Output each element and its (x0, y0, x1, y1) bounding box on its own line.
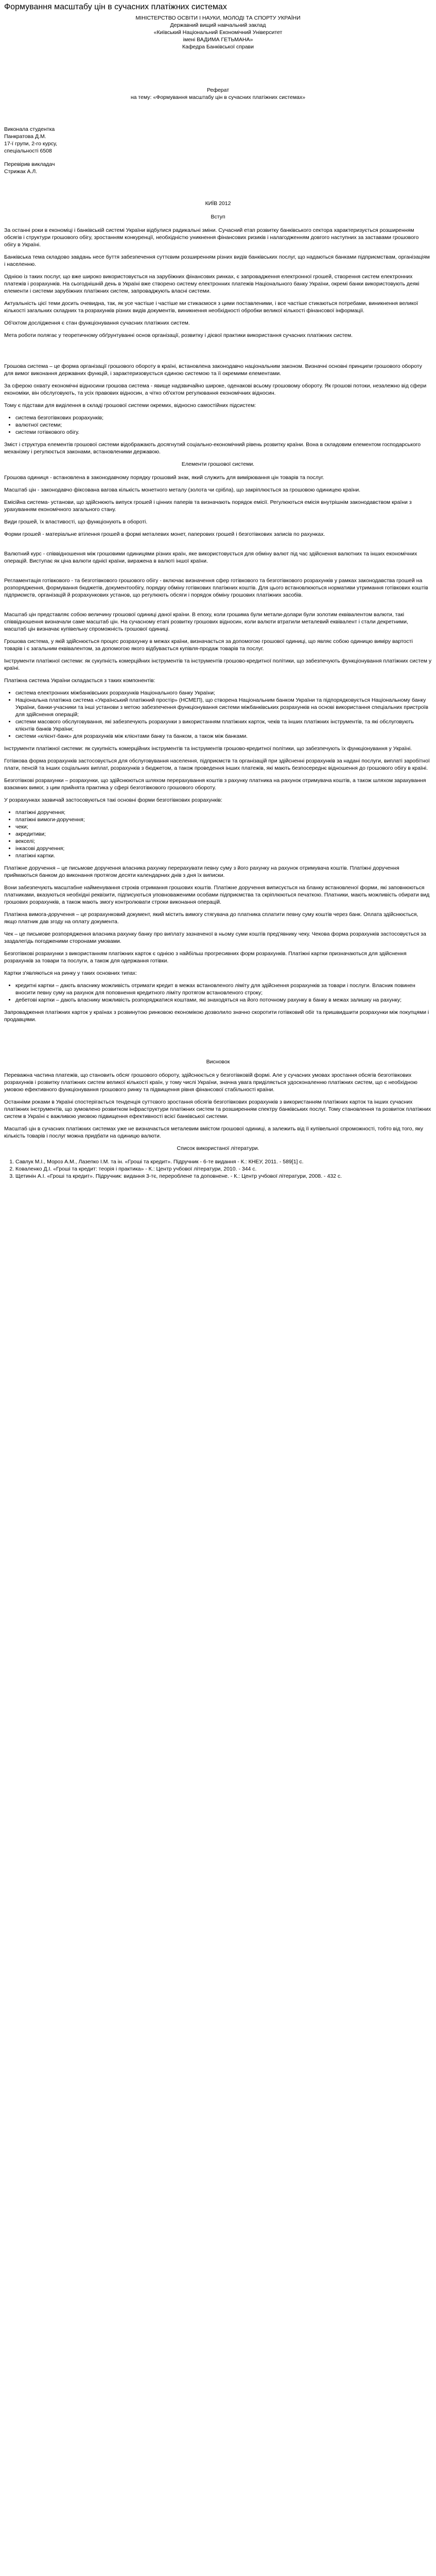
paragraph: Безготівкові розрахунки – розрахунки, що здійснюються шляхом перерахування коштів з рахунку платника на рахунок отримувача коштів, а також шляхом зарахування взаємних вимог, з цим прийнята практика у сфері безготівкового грошового обороту. (4, 777, 426, 791)
document-title: Формування масштабу цін в сучасних платіжних системах (4, 3, 227, 11)
author-line: Панкратова Д.М. (4, 133, 46, 140)
paragraph: Безготівкові розрахунки з використанням платіжних карток є однією з найбільш прогресивних форм розрахунків. Платіжні картки призначаються для здійснення розрахунків за товари та послуги, а також для одержання готівки. (4, 951, 407, 964)
list-item: • система безготівкових розрахунків; (15, 414, 432, 421)
author-block (4, 126, 432, 155)
paragraph: Платіжна система України складається з таких компонентів: (4, 677, 155, 684)
checker-line: Перевірив викладач (4, 161, 55, 167)
city-year: КИЇВ 2012 (205, 200, 231, 207)
list-item: • векселі; (15, 838, 432, 845)
paragraph: Картки з'являються на ринку у таких основних типах: (4, 970, 137, 976)
paragraph: За сферою охвату економічні відносини грошова система - явище надзвичайно широке, оденакові всьому грошовому обороту. Як грошові потоки, незалежно від сфери економіки, він обслуговують, та усіх правових відносин, а чітко об'єктом регулювання економічних відносин. (4, 383, 427, 396)
header-line: Державний вищий навчальний заклад (170, 22, 266, 28)
conclusions-section (4, 1058, 432, 1140)
paragraph: Об'єктом дослідження є стан функціонування сучасних платіжних систем. (4, 320, 190, 326)
reference-item: 3. Щетинін А.І. «Гроші та кредит». Підручник: видання 3-тє, перероблене та доповнене. - К.: Центр учбової літератури, 2008. - 432 с. (15, 1173, 432, 1180)
card-types-list (15, 982, 432, 1004)
intro-title: Вступ (211, 214, 225, 220)
header-line: МІНІСТЕРСТВО ОСВІТИ І НАУКИ, МОЛОДІ ТА СПОРТУ УКРАЇНИ (135, 15, 301, 21)
paragraph: Готівкова форма розрахунків застосовується для обслуговування населення, підприємств та організацій при здійсненні розрахунків за надані послуги, виплаті заробітної плати, пенсій та інших соціальних виплат, розрахунків з бюджетом, а також проведення інших платежів, які мають безпосереднє відношення до грошового обігу в країні. (4, 758, 430, 771)
report-title-block (4, 87, 432, 101)
list-item: • платіжні картки. (15, 852, 432, 859)
references-title: Список використаної літератури. (177, 1145, 259, 1151)
paragraph: Форми грошей - матеріальне втілення грошей в формі металевих монет, паперових грошей і безготівкових записів по рахунках. (4, 531, 325, 537)
author-line: Виконала студентка (4, 126, 55, 132)
author-line: 17-ї групи, 2-го курсу, (4, 141, 57, 147)
paragraph: Запровадження платіжних карток у країнах з розвинутою ринковою економікою дозволило значно скоротити готівковий обіг та пришвидшити розрахунки між покупцями і продавцями. (4, 1009, 429, 1023)
reference-item: 1. Савлук М.І., Мороз А.М., Лазепко І.М. та ін. «Гроші та кредит». Підручник - 6-те видання - К.: КНЕУ, 2011. - 589[1] с. (15, 1158, 432, 1165)
paragraph: Види грошей, їх властивості, що функціонують в обороті. (4, 519, 148, 525)
paragraph: Масштаб цін в сучасних платіжних системах уже не визначається металевим вмістом грошової одиниці, а залежить від її купівельної спроможності, тобто від того, яку кількість товарів і послуг можна придбати на одиницю валюти. (4, 1126, 423, 1139)
document-page (0, 0, 436, 1180)
list-item: • Національна платіжна система «Український платіжний простір» (НСМЕП), що створена Національним банком України та підпорядковується Національному банку України, банки-учасники та інші установи з метою забезпечення функціонування системи міжбанківських розрахунків на основі використання спеціальних пристроїв для здійснення операцій; (15, 697, 432, 718)
list-item: • акредитиви; (15, 831, 432, 838)
paragraph: Вони забезпечують масштабне найменування строків отримання грошових коштів. Платіжне доручення виписується на бланку встановленої форми, які заповнюються платниками, вказуються необхідні реквізити, підписуються уповноваженими особами підприємства та скріплюються печаткою. Платники, мають можливість обирати вид грошових розрахунків, а також мають змогу контролювати строки виконання операцій. (4, 885, 430, 905)
checker-line: Стрижак А.Л. (4, 168, 38, 175)
paragraph: Грошова одиниця - встановлена в законодавчому порядку грошовий знак, який служить для вимірювання цін товарів та послуг. (4, 474, 324, 481)
paragraph: Інструменти платіжної системи: як сукупність комерційних інструментів та інструментів грошово-кредитної політики, що забезпечують їх функціонування у Україні. (4, 745, 412, 752)
paragraph: Чек – це письмове розпорядження власника рахунку банку про виплату зазначеної в ньому суми коштів пред'явнику чеку. Чекова форма розрахунків застосовується за заздалегідь погодженими сторонами умовами. (4, 931, 426, 944)
payment-forms-list (15, 809, 432, 859)
paragraph: Валютний курс - співвідношення між грошовими одиницями різних країн, яке використовується для обміну валют під час здійснення валютних та інших економічних операцій. Виступає як ціна валюти однієї країни, виражена в валюті іншої країни. (4, 551, 417, 564)
list-item: • чеки; (15, 823, 432, 831)
paragraph: Платіжна вимога-доручення – це розрахунковий документ, який містить вимогу стягувача до платника сплатити певну суму коштів через банк. Оплата здійснюється, якщо платник дав згоду на оплату документа. (4, 911, 418, 925)
paragraph: У розрахунках зазвичай застосовуються такі основні форми безготівкових розрахунків: (4, 797, 222, 803)
list-item: • системи «клієнт-банк» для розрахунків між клієнтами банку та банком, а також між банками. (15, 733, 432, 740)
header-line: «Київський Національний Економічний Університет (153, 29, 283, 36)
paragraph: Емісійна система- установи, що здійснюють випуск грошей і цінних паперів та визначають порядок емісії. Регулюються емісія внутрішнім законодавством країни з урахуванням економічного загального стану. (4, 499, 412, 513)
list-item: • валютної системи; (15, 421, 432, 429)
list-item: • кредитні картки – дають власнику можливість отримати кредит в межах встановленого ліміту для здійснення розрахунків за товари і послуги. Власник повинен вносити певну суму на рахунок для поповнення кредитного ліміту протягом встановленого строку; (15, 982, 432, 996)
paragraph: Мета роботи полягає у теоретичному обґрунтуванні основ організації, розвитку і дієвої практики використання сучасних платіжних систем. (4, 332, 353, 338)
intro-section (4, 213, 432, 339)
paragraph: Тому є підстави для виділення в складі грошової системи окремих, відносно самостійних підсистем: (4, 402, 256, 409)
report-label: Реферат (206, 87, 230, 93)
list-item: • дебетові картки – дають власнику можливість розпоряджатися коштами, які знаходяться на його поточному рахунку в банку в межах залишку на рахунку; (15, 996, 432, 1004)
list-item: • платіжні доручення; (15, 809, 432, 816)
header-line: Кафедра Банківської справи (182, 44, 254, 50)
list-item: • платіжні вимоги-доручення; (15, 816, 432, 823)
paragraph: Платіжне доручення – це письмове доручення власника рахунку перерахувати певну суму з його рахунку на рахунок отримувача коштів. Платіжні доручення приймаються банком до виконання протягом десяти календарних днів з дня їх виписки. (4, 865, 399, 878)
components-list (15, 689, 432, 740)
references-list (15, 1158, 432, 1180)
institution-header (4, 14, 432, 50)
reference-item: 2. Коваленко Д.І. «Гроші та кредит: теорія і практика» - К.: Центр учбової літератури, 2010. - 344 с. (15, 1165, 432, 1173)
paragraph: Грошова система – це форма організації грошового обороту в країні, встановлена законодавчо національним законом. Визначні основні принципи грошового обороту для вимог виконання державних функцій, і зарактеризовується єдиною системою та її окремими елементами. (4, 363, 422, 377)
list-item: • інкасові доручення; (15, 845, 432, 852)
report-subject: на тему: «Формування масштабу цін в сучасних платіжних системах» (130, 94, 306, 100)
paragraph: Однією із таких послуг, що вже широко використовується на зарубіжних фінансових ринках, є запровадження електронної грошей, створення систем електронних платежів і розрахунків. На сьогоднішній день в Україні вже створено систему електронних платежів Національного банку України, окремі банки використовують деякі елементи і системи зарубіжних платіжних систем, запроваджують власні системи. (4, 274, 420, 294)
paragraph: Масштаб цін - законодавчо фіксована вагова кількість монетного металу (золота чи срібла), що закріплюється за грошовою одиницею країни. (4, 487, 361, 493)
paragraph: Регламентація готівкового - та безготівкового грошового обігу - включає визначення сфер готівкового та безготівкового розрахунків у рамках законодавства грошей на розпорядження, формування бюджетів, документообігу, порядку обміну готівкових платіжних коштів. Для цього встановлюються нормативи утримання готівкових коштів підприємств, організацій й розрахункових установ, що регулюють обсяги і порядок обміну грошових платіжних засобів. (4, 578, 428, 598)
author-line: спеціальності 6508 (4, 148, 52, 154)
subsystems-list (15, 414, 432, 436)
paragraph: Банківська тема складово завдань несе буття забезпечення суттєвим розширенням різних видів банківських послуг, що надаються банками підприємствам, організаціям і населенню. (4, 254, 430, 267)
paragraph: Останніми роками в Україні спостерігається тенденція суттєвого зростання обсягів безготівкових розрахунків з використанням платіжних карток та інших сучасних платіжних інструментів, що зумовлено розвитком інфраструктури платіжних систем та розширенням спектру банківських послуг. Тому становлення та розвиток платіжних систем в Україні є важливою умовою підвищення ефективності всієї банківської системи. (4, 1099, 431, 1120)
list-item: • система електронних міжбанківських розрахунків Національного банку України; (15, 689, 432, 697)
checker-block (4, 161, 432, 175)
paragraph: За останні роки в економіці і банківській системі України відбулися радикальні зміни. Сучасний етап розвитку банківського сектора характеризується розширенням обсягів і структури грошового обігу, зростанням конкуренції, необхідністю уникнення фінансових ризиків і налагодженням довгого наступних за заставами грошового обігу в Україні. (4, 227, 419, 248)
paragraph: Актуальність цієї теми досить очевидна, так, як усе частіше і частіше ми стикаємося з цими поставленими, і все частіше стикаються потребами, виникнення великої кількості загальних складних та розрахунків різних видів документів, виникнення необхідності обробки великої кількості фінансової інформації. (4, 300, 418, 314)
header-line: імені ВАДИМА ГЕТЬМАНА» (183, 37, 253, 43)
references-section (4, 1145, 432, 1180)
paragraph: Переважна частина платежів, що становить обсяг грошового обороту, здійснюється у безготівковій формі. Але у сучасних умовах зростання обсягів безготівкових розрахунків і розвитку платіжних систем великої кількості країн, у тому числі України, значна увага приділяється удосконаленню платіжних систем, що є необхідною умовою ефективного функціонування грошового ринку та підвищення рівня фінансової стабільності країни. (4, 1072, 417, 1093)
paragraph: Масштаб цін представляє собою величину грошової одиниці даної країни. В епоху, коли грошима були метали-долари були золотим еквівалентом валюти, такі співвідношення визначали саме масштаб цін. На сучасному етапі розвитку грошових відносин, коли валюти втратили металевий еквівалент і стали декретними, масштаб цін визначає купівельну спроможність грошової одиниці. (4, 612, 408, 632)
main-section (4, 363, 432, 1023)
paragraph: Зміст і структура елементів грошової системи відображають досягнутий соціально-економічний рівень розвитку країни. Вона в складовим елементом господарського механізму і регулюється законами, встановленими державою. (4, 442, 421, 455)
list-item: • системи масового обслуговування, які забезпечують розрахунки з використанням платіжних карток, чеків та інших платіжних інструментів, та які обслуговують клієнтів банків України; (15, 718, 432, 733)
paragraph: Грошова система, у якій здійснюється процес розрахунку в межах країни, визначається за допомогою грошової одиниці, що являє собою одиницю виміру вартості товарів і є загальним еквівалентом, за допомогою якого відбувається купівля-продаж товарів та послуг. (4, 638, 413, 652)
paragraph: Інструменти платіжної системи: як сукупність комерційних інструментів та інструментів грошово-кредитної політики, що забезпечують функціонування платіжних систем у країні. (4, 658, 432, 671)
elements-title: Елементи грошової системи. (181, 461, 255, 467)
conclusions-title: Висновок (206, 1059, 230, 1065)
list-item: • системи готівкового обігу. (15, 429, 432, 436)
